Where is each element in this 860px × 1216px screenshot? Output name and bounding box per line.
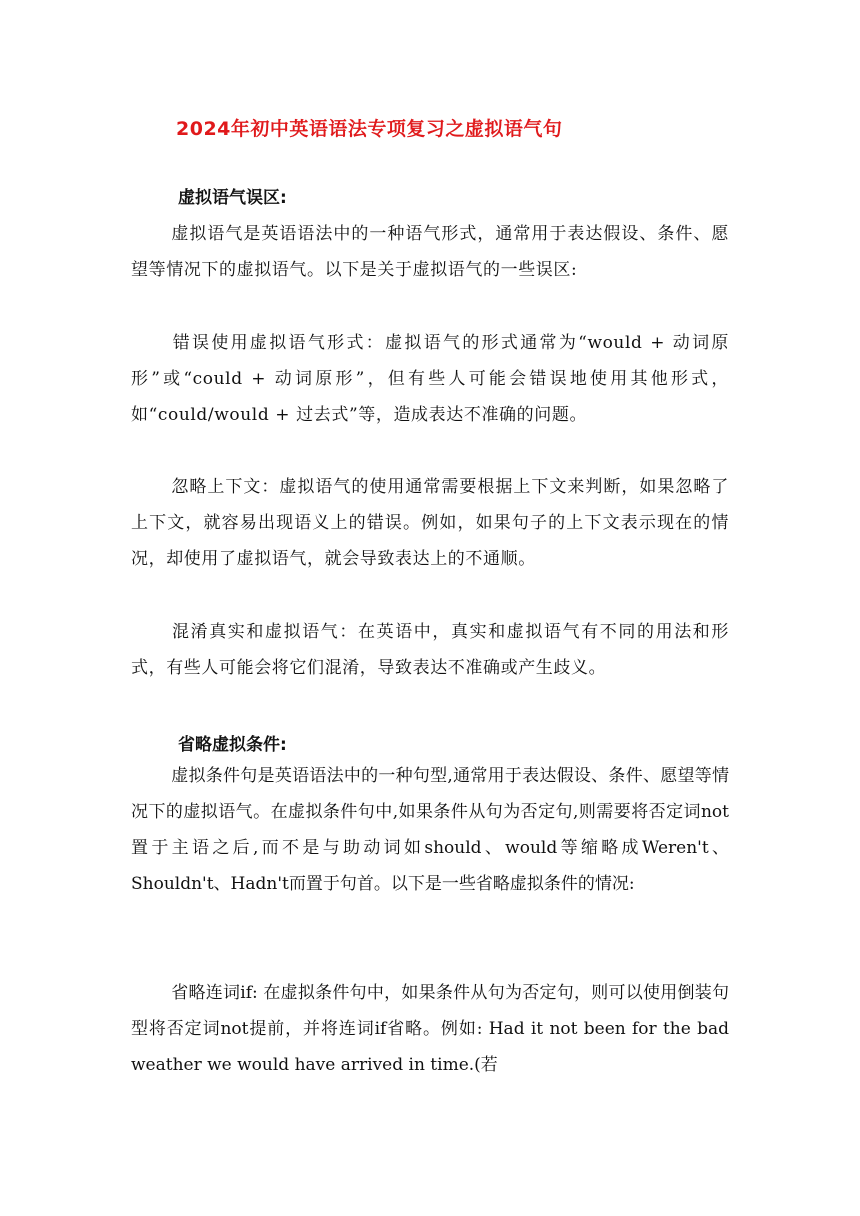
paragraph-intro	[131, 216, 729, 288]
section-heading-omit-conditions: 省略虚拟条件:	[178, 735, 287, 755]
paragraph-conditional-intro	[131, 758, 729, 902]
paragraph-omit-if	[131, 975, 729, 1083]
paragraph-wrong-form-text: 错误使用虚拟语气形式：虚拟语气的形式通常为“would + 动词原形”或“could + 动词原形”，但有些人可能会错误地使用其他形式，如“could/would + 过去式”等，造成表达不准确的问题。	[131, 333, 729, 425]
paragraph-confuse-moods	[131, 614, 729, 686]
paragraph-confuse-moods-text: 混淆真实和虚拟语气：在英语中，真实和虚拟语气有不同的用法和形式，有些人可能会将它们混淆，导致表达不准确或产生歧义。	[131, 622, 729, 678]
paragraph-wrong-form	[131, 325, 729, 433]
paragraph-ignore-context-text: 忽略上下文：虚拟语气的使用通常需要根据上下文来判断，如果忽略了上下文，就容易出现语义上的错误。例如，如果句子的上下文表示现在的情况，却使用了虚拟语气，就会导致表达上的不通顺。	[131, 477, 729, 569]
paragraph-omit-if-text: 省略连词if: 在虚拟条件句中，如果条件从句为否定句，则可以使用倒装句型将否定词not提前，并将连词if省略。例如: Had it not been for the bad weather we would have arrived in time.(若	[131, 983, 729, 1075]
paragraph-intro-text: 虚拟语气是英语语法中的一种语气形式，通常用于表达假设、条件、愿望等情况下的虚拟语气。以下是关于虚拟语气的一些误区:	[131, 224, 729, 280]
document-title: 2024年初中英语语法专项复习之虚拟语气句	[176, 118, 563, 140]
paragraph-conditional-intro-text: 虚拟条件句是英语语法中的一种句型,通常用于表达假设、条件、愿望等情况下的虚拟语气。在虚拟条件句中,如果条件从句为否定句,则需要将否定词not置于主语之后,而不是与助动词如should、would等缩略成Weren't、Shouldn't、Hadn't而置于句首。以下是一些省略虚拟条件的情况:	[131, 766, 729, 894]
paragraph-ignore-context	[131, 469, 729, 577]
section-heading-subjunctive-mistakes: 虚拟语气误区:	[178, 188, 287, 208]
